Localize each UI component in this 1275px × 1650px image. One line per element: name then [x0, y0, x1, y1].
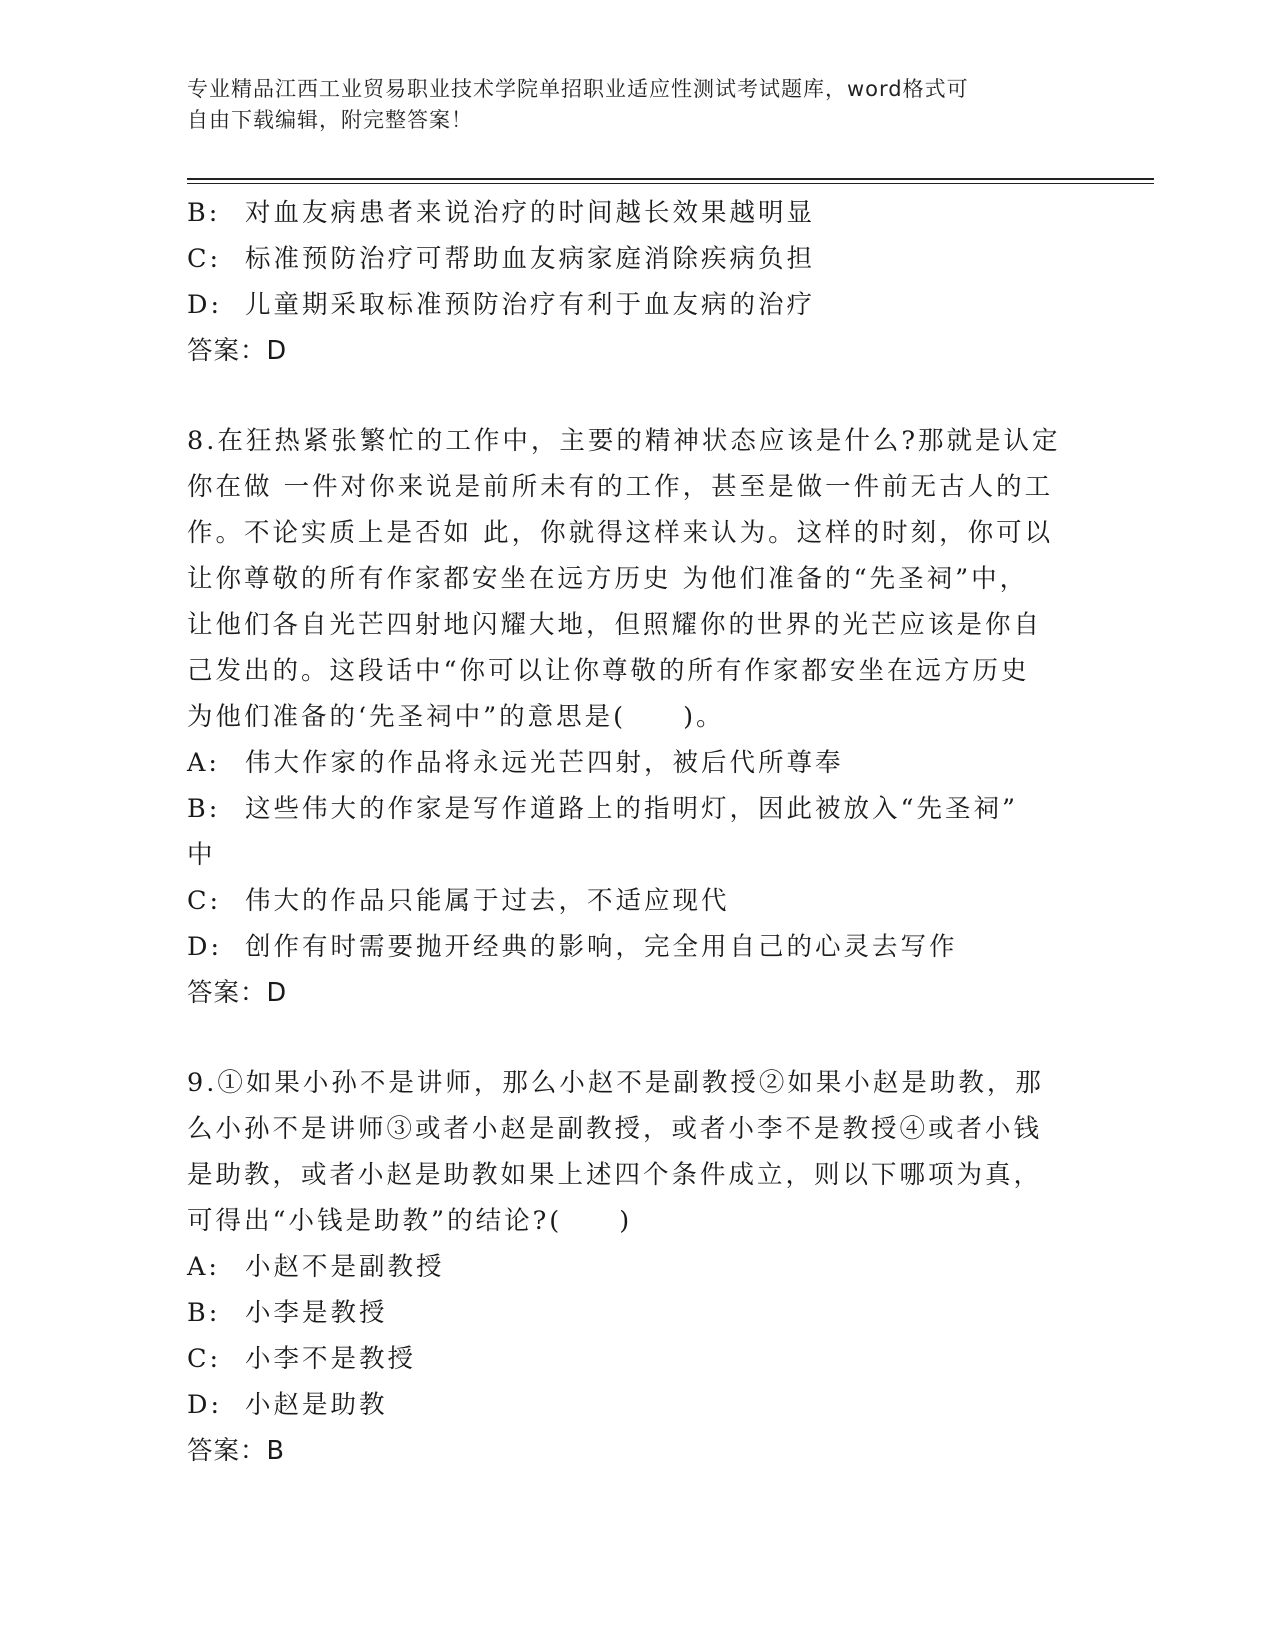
- option-text: 标准预防治疗可帮助血友病家庭消除疾病负担: [245, 244, 816, 274]
- question-text-line: 9.①如果小孙不是讲师，那么小赵不是副教授②如果小赵是助教，那: [187, 1068, 1044, 1098]
- question-9: [187, 1060, 1087, 1474]
- option-text: 创作有时需要抛开经典的影响，完全用自己的心灵去写作: [245, 932, 958, 962]
- option-text: 小李不是教授: [245, 1344, 417, 1374]
- question-text-line: 是助教，或者小赵是助教如果上述四个条件成立，则以下哪项为真，: [187, 1160, 1043, 1190]
- option-letter: B:: [187, 1298, 221, 1328]
- header-line-1: 专业精品江西工业贸易职业技术学院单招职业适应性测试考试题库，word格式可: [187, 77, 969, 101]
- option-text: 对血友病患者来说治疗的时间越长效果越明显: [245, 198, 816, 228]
- option-letter: D:: [187, 932, 223, 962]
- question-text-line: 为他们准备的‘先圣祠中”的意思是( )。: [187, 702, 725, 732]
- question-text-line: 么小孙不是讲师③或者小赵是副教授，或者小李不是教授④或者小钱: [187, 1114, 1043, 1144]
- page-header: [187, 74, 1087, 136]
- option-letter: A:: [187, 1252, 221, 1282]
- question-text-line: 8.在狂热紧张繁忙的工作中，主要的精神状态应该是什么?那就是认定: [187, 426, 1061, 456]
- spacer: [187, 374, 1087, 418]
- option-letter: B:: [187, 198, 221, 228]
- answer-line: 答案：B: [187, 1436, 285, 1466]
- option-d: [187, 282, 1087, 328]
- option-c: [187, 878, 1087, 924]
- question-text-line: 作。不论实质上是否如 此，你就得这样来认为。这样的时刻，你可以: [187, 518, 1054, 548]
- option-c: [187, 236, 1087, 282]
- option-c: [187, 1336, 1087, 1382]
- option-letter: A:: [187, 748, 221, 778]
- answer-line: 答案：D: [187, 978, 288, 1008]
- question-text-line: 可得出“小钱是助教”的结论?( ): [187, 1206, 633, 1236]
- spacer: [187, 1016, 1087, 1060]
- option-d: [187, 924, 1087, 970]
- option-text: 这些伟大的作家是写作道路上的指明灯，因此被放入“先圣祠”: [245, 794, 1019, 824]
- option-text: 儿童期采取标准预防治疗有利于血友病的治疗: [245, 290, 816, 320]
- option-b: [187, 786, 1087, 832]
- option-letter: D:: [187, 290, 223, 320]
- option-a: [187, 1244, 1087, 1290]
- option-letter: D:: [187, 1390, 223, 1420]
- option-text: 小赵不是副教授: [245, 1252, 445, 1282]
- question-text-line: 让他们各自光芒四射地闪耀大地，但照耀你的世界的光芒应该是你自: [187, 610, 1043, 640]
- question-7: [187, 190, 1087, 374]
- option-text: 伟大的作品只能属于过去，不适应现代: [245, 886, 730, 916]
- option-b-continuation: 中: [187, 840, 216, 870]
- header-divider-thin: [187, 183, 1154, 184]
- option-text: 小赵是助教: [245, 1390, 388, 1420]
- option-text: 小李是教授: [245, 1298, 388, 1328]
- question-8: [187, 418, 1087, 1016]
- answer-line: 答案：D: [187, 336, 288, 366]
- question-text-line: 你在做 一件对你来说是前所未有的工作，甚至是做一件前无古人的工: [187, 472, 1054, 502]
- option-text: 伟大作家的作品将永远光芒四射，被后代所尊奉: [245, 748, 844, 778]
- header-divider-thick: [187, 178, 1154, 180]
- option-letter: C:: [187, 244, 222, 274]
- question-text-line: 让你尊敬的所有作家都安坐在远方历史 为他们准备的“先圣祠”中，: [187, 564, 1029, 594]
- option-letter: C:: [187, 886, 222, 916]
- document-body: [187, 190, 1087, 1474]
- question-text-line: 己发出的。这段话中“你可以让你尊敬的所有作家都安坐在远方历史: [187, 656, 1030, 686]
- option-a: [187, 740, 1087, 786]
- option-b: [187, 1290, 1087, 1336]
- option-letter: B:: [187, 794, 221, 824]
- option-letter: C:: [187, 1344, 222, 1374]
- header-line-2: 自由下载编辑，附完整答案！: [187, 108, 473, 132]
- option-b: [187, 190, 1087, 236]
- option-d: [187, 1382, 1087, 1428]
